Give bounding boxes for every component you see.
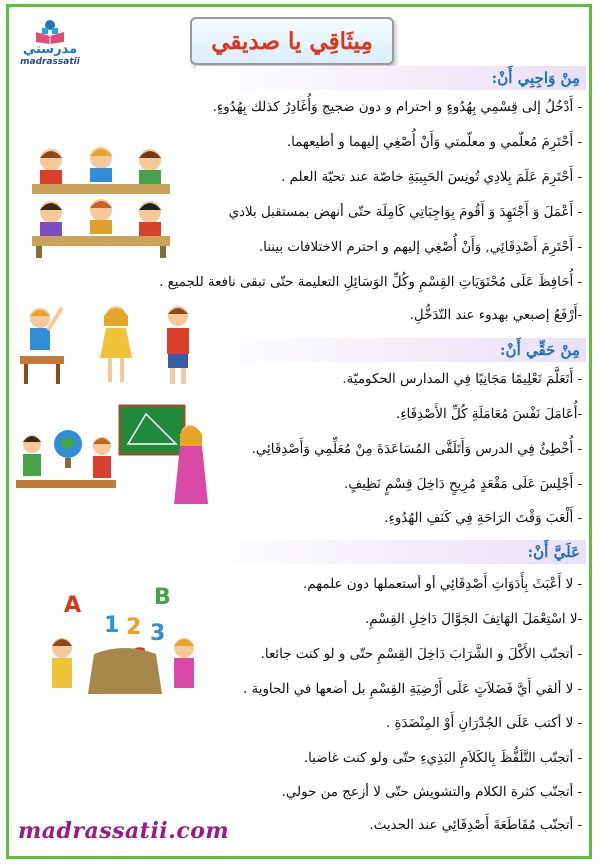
duty-line: - أَدْخُلُ إلى قِسْمِي بِهُدُوءٍ و احترام و دون ضجيج وَأُغَادِرُ كذلك بِهُدُوءٍ.: [212, 100, 582, 115]
duty-line: - أَعْمَلَ وَ أَجْتَهِدَ وَ أَقُومَ بِوَاجِبَاتِي كَامِلَة حتّى أنهض بمستقبل بلادي: [228, 205, 582, 220]
obligation-line: - أتجنّب الأَكْلَ و الشَّرَابَ دَاخِلَ القِسْمِ حتّى و لو كنت جائعا.: [260, 647, 582, 662]
page-title: مِيثَاقِي يا صديقي: [190, 17, 394, 65]
duty-line: - أَحْتَرِمَ أَصْدِقَائِي, وَأَنْ أُصْغِي إليهم و احترم الاختلافات بيننا.: [258, 240, 582, 255]
girl-figure: [100, 306, 132, 382]
obligation-line: - لا أكتب عَلَى الجُدْرَانِ أَوْ المِنْضَدَةِ .: [385, 716, 582, 731]
chalkboard: [120, 406, 184, 454]
right-line: -أُعَامَلَ نَفْسَ مُعَامَلَةِ كُلِّ الأَصْدِقَاءِ.: [395, 407, 582, 422]
obligation-line: - لا أَعْبَثَ بِأَدَوَاتِ أَصْدِقَائِي أو أستعملها دون علمهم.: [303, 577, 582, 592]
duty-line: - أُحَافِظَ عَلَى مُحْتَوَيَاتِ القِسْمِ وكُلِّ الوَسَائِلِ التعليمة حتّى تبقى نافعة للجميع .: [159, 275, 582, 290]
digit-3: 3: [150, 621, 166, 646]
footer-website[interactable]: madrassatii.com: [18, 818, 230, 844]
kids-with-letters-illustration: [44, 582, 204, 702]
site-logo: [20, 18, 80, 70]
section-heading-obligations: عَلَيَّ أَنْ:: [196, 540, 586, 564]
bag-shape: [88, 648, 162, 694]
digit-2: 2: [126, 615, 142, 640]
boy-figure: [167, 306, 189, 384]
right-line: - أَلْعَبَ وَقْتَ الرَاحَةِ فِي كَنَفِ الهُدُوءِ.: [384, 511, 582, 526]
right-line: - أَجْلِسَ عَلَى مَقْعَدٍ مُرِيحٍ دَاخِلَ قِسْمٍ نَظِيفٍ.: [343, 477, 582, 492]
obligation-line: - أتجنّب التَّلَفُّظَ بِالكَلاَمِ البَذِيءِ حتّى ولو كنت غاضبا.: [303, 751, 582, 766]
duty-line: - أَحْتَرِمَ مُعلّمي و معلّمتي وَأَنْ أُصْغِي إليهما و أطيعهما.: [286, 135, 582, 150]
logo-arabic-text: مدرستي: [22, 42, 78, 57]
obligation-line: - أتجنّب كثرة الكلام والتشويش حتّى لا أزعج من حولي.: [281, 785, 582, 800]
obligation-line: - أتجنّب مُقَاطَعَةَ أَصْدِقَائِي عند الحديث.: [369, 818, 582, 833]
school-book-icon: [34, 18, 66, 44]
boy-raising-hand: [20, 308, 64, 384]
digit-1: 1: [104, 613, 120, 638]
obligation-line: -لا اسْتِعْمَلَ الهَاتِفَ الجَوَّالَ دَاخِلِ القِسْمِ.: [364, 612, 582, 627]
right-line: - أَتَعَلَّمَ تَعْلِيمًا مَجَانِيًا فِي المدارس الحكوميّة.: [342, 372, 582, 387]
letter-b: B: [154, 585, 171, 610]
teacher-and-globe-illustration: [16, 400, 212, 510]
logo-latin-text: madrassatii: [20, 57, 80, 67]
obligation-line: - لا ألقي أَيَّ فَضَلاَتٍ عَلَى أَرْضِيَةِ القِسْمِ بل أضعها في الحاوية .: [243, 682, 582, 697]
classroom-kids-illustration: [26, 140, 176, 258]
right-line: - أُخْطِئُ فِي الدرس وَأَتَلَقَّى المُسَاعَدَةَ مِنْ مُعَلِّمِي وَأَصْدِقَائِي.: [251, 442, 582, 457]
letter-a: A: [64, 593, 82, 618]
duty-line: -أَرْفَعُ إصبعي بهدوء عند التّدَخُّلِ.: [409, 308, 582, 323]
section-heading-rights: مِنْ حَقِّي أَنْ:: [196, 338, 586, 362]
section-heading-duties: مِنْ وَاجِبِي أَنْ:: [196, 66, 586, 90]
kid-figure: [40, 149, 62, 184]
duty-line: - أَحْتَرِمَ عَلَمَ بِلادِي تُونِسَ الحَبِيبَةِ خاصّة عند تحيّة العلم .: [281, 170, 582, 185]
teacher-figure: [174, 446, 208, 504]
kids-with-backpacks-illustration: [18, 300, 208, 390]
